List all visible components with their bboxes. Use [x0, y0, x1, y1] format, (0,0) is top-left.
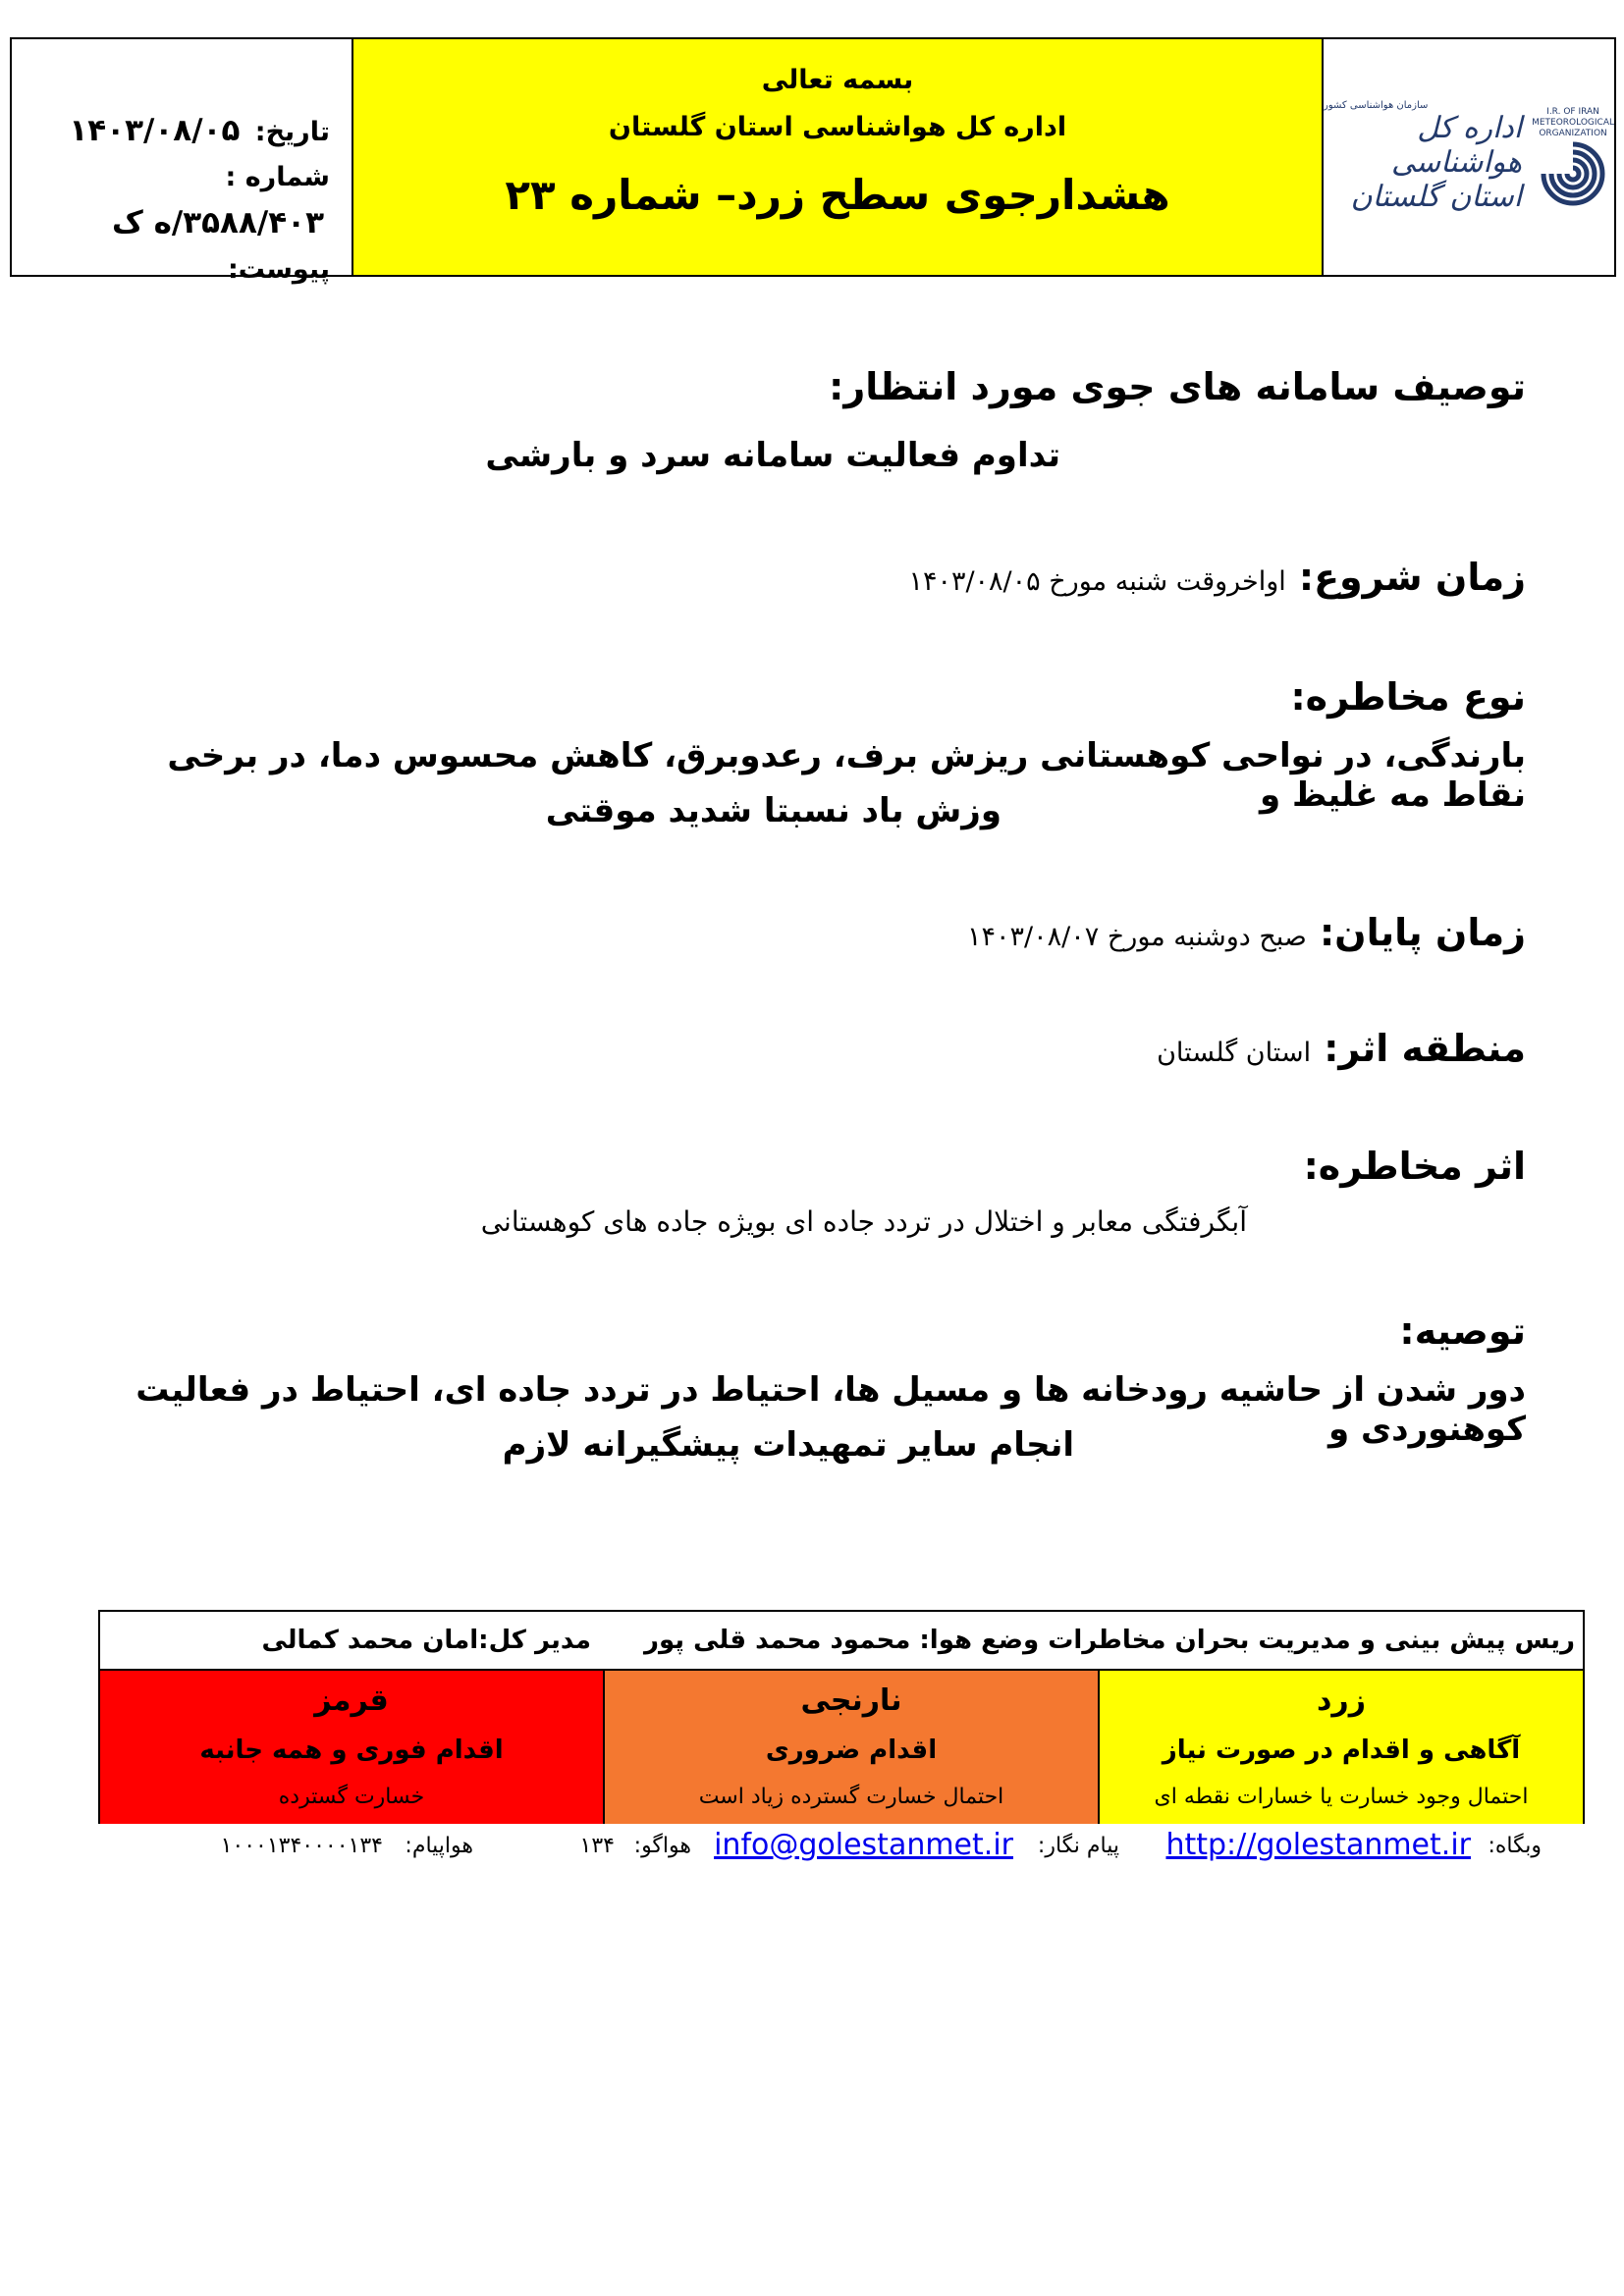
- logo-en-2: METEOROLOGICAL: [1532, 117, 1614, 128]
- level-name: نارنجی: [800, 1683, 902, 1718]
- warning-banner: [353, 39, 1324, 275]
- havagu-label: هواگو:: [633, 1834, 691, 1858]
- hazard-title: نوع مخاطره:: [1290, 675, 1526, 719]
- level-action: آگاهی و اقدام در صورت نیاز: [1162, 1735, 1521, 1765]
- date-row: [22, 108, 330, 155]
- level-yellow: [1100, 1671, 1583, 1824]
- document-header: [10, 37, 1616, 285]
- warning-levels-table: [98, 1610, 1585, 1824]
- advice-text-1: دور شدن از حاشیه رودخانه ها و مسیل ها، احتیاط در تردد جاده ای، احتیاط در فعالیت کوهنوردی و: [135, 1370, 1526, 1449]
- level-name: زرد: [1317, 1683, 1366, 1718]
- area-title: منطقه اثر:: [1324, 1027, 1526, 1070]
- havapayam-label: هواپیام:: [405, 1834, 473, 1858]
- date-value: ۱۴۰۳/۰۸/۰۵: [69, 113, 241, 148]
- organization-logo: [1324, 39, 1614, 275]
- levels-row: [100, 1671, 1583, 1824]
- advice-value-2: انجام سایر تمهیدات پیشگیرانه لازم: [502, 1425, 1074, 1465]
- area-row: [1157, 1027, 1526, 1070]
- logo-text: اداره کل هواشناسی استان گلستان: [1350, 111, 1523, 214]
- date-label: تاریخ:: [254, 117, 330, 147]
- logo-en-3: ORGANIZATION: [1539, 128, 1607, 138]
- website-link[interactable]: http://golestanmet.ir: [1165, 1828, 1471, 1862]
- level-orange: [605, 1671, 1100, 1824]
- start-value: اواخروقت شنبه مورخ ۱۴۰۳/۰۸/۰۵: [908, 566, 1286, 597]
- contact-info: [187, 1828, 1542, 1873]
- end-value: صبح دوشنبه مورخ ۱۴۰۳/۰۸/۰۷: [967, 922, 1307, 952]
- level-damage: احتمال وجود خسارت یا خسارات نقطه ای: [1154, 1785, 1529, 1809]
- number-value: ۳۵۸۸/۴۰۳/ه ک: [112, 205, 324, 240]
- attachment-label: پیوست:: [227, 254, 330, 285]
- bismillah: بسمه تعالی: [761, 65, 914, 95]
- email-link[interactable]: info@golestanmet.ir: [714, 1828, 1013, 1862]
- logo-en-1: I.R. OF IRAN: [1546, 106, 1599, 117]
- havagu-value: ۱۳۴: [579, 1834, 615, 1858]
- signatories-row: [100, 1612, 1583, 1671]
- logo-subtext: سازمان هواشناسی کشور: [1324, 100, 1429, 111]
- start-title: زمان شروع:: [1298, 556, 1526, 599]
- number-label: شماره :: [225, 162, 330, 192]
- effect-title: اثر مخاطره:: [1303, 1145, 1526, 1188]
- area-value: استان گلستان: [1157, 1038, 1312, 1068]
- level-action: اقدام ضروری: [765, 1735, 938, 1765]
- level-name: قرمز: [314, 1683, 389, 1718]
- spiral-logo-icon: [1539, 139, 1607, 208]
- end-title: زمان پایان:: [1319, 911, 1526, 954]
- website-label: وبگاه:: [1488, 1834, 1542, 1858]
- warning-title: هشدارجوی سطح زرد– شماره ۲۳: [505, 171, 1170, 219]
- level-red: [100, 1671, 605, 1824]
- level-damage: احتمال خسارت گسترده زیاد است: [698, 1785, 1004, 1809]
- advice-title: توصیه:: [1399, 1309, 1526, 1353]
- number-row: [22, 155, 330, 247]
- systems-title: توصیف سامانه های جوی مورد انتظار:: [829, 365, 1526, 408]
- level-damage: خسارت گسترده: [278, 1785, 425, 1809]
- hazard-value-2: وزش باد نسبتا شدید موقتی: [545, 791, 1001, 830]
- forecast-head: ریس پیش بینی و مدیریت بحران مخاطرات وضع هوا: محمود محمد قلی پور: [644, 1626, 1575, 1655]
- hazard-value-1: بارندگی، در نواحی کوهستانی ریزش برف، رعدوبرق، کاهش محسوس دما، در برخی نقاط مه غلیظ و: [167, 736, 1526, 815]
- effect-value: آبگرفتگی معابر و اختلال در تردد جاده ای بویژه جاده های کوهستانی: [480, 1205, 1247, 1238]
- systems-value: تداوم فعالیت سامانه سرد و بارشی: [485, 436, 1060, 475]
- letter-meta: [12, 39, 353, 285]
- start-row: [908, 556, 1526, 599]
- level-action: اقدام فوری و همه جانبه: [199, 1735, 504, 1765]
- end-row: [967, 911, 1526, 954]
- havapayam-value: ۱۰۰۰۱۳۴۰۰۰۰۱۳۴: [220, 1834, 383, 1858]
- email-label: پیام نگار:: [1037, 1834, 1119, 1858]
- organization-name: اداره کل هواشناسی استان گلستان: [608, 112, 1067, 142]
- director-general: مدیر کل:امان محمد کمالی: [261, 1626, 591, 1655]
